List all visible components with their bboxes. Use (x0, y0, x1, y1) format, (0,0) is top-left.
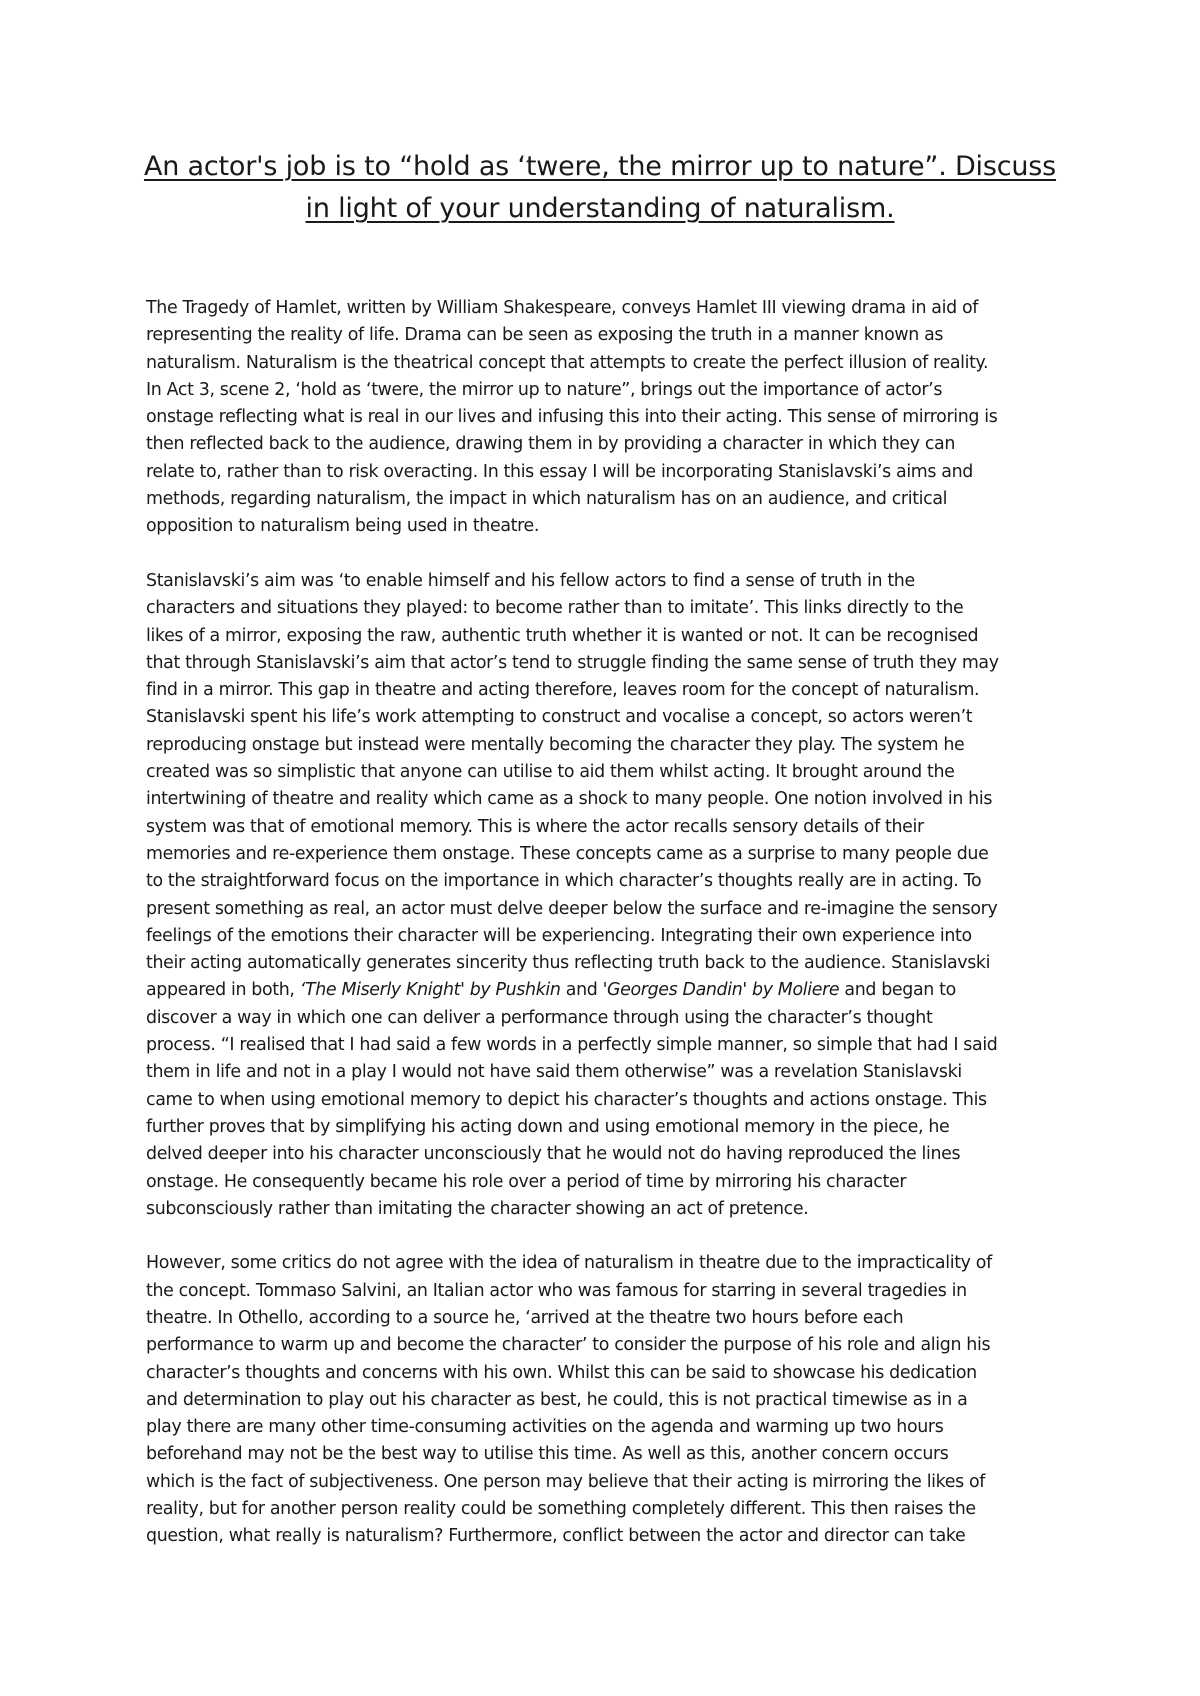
italic-play-title: 'Georges Dandin' by Moliere (602, 980, 840, 1001)
text-line: However, some critics do not agree with the idea of naturalism in theatre due to the impracticality of (146, 1253, 992, 1274)
paragraph-criticism (146, 1250, 1076, 1550)
text-line: intertwining of theatre and reality which came as a shock to many people. One notion involved in his (146, 789, 993, 810)
text-line: character’s thoughts and concerns with his own. Whilst this can be said to showcase his dedication (146, 1362, 977, 1383)
text-line: In Act 3, scene 2, ‘hold as ‘twere, the mirror up to nature”, brings out the importance of actor’s (146, 379, 943, 400)
text-line: that through Stanislavski’s aim that actor’s tend to struggle finding the same sense of truth they may (146, 652, 999, 673)
text-line: the concept. Tommaso Salvini, an Italian actor who was famous for starring in several tragedies in (146, 1280, 967, 1301)
text-line: performance to warm up and become the character’ to consider the purpose of his role and align his (146, 1335, 991, 1356)
text-line: subconsciously rather than imitating the character showing an act of pretence. (146, 1198, 809, 1219)
text-line: reality, but for another person reality could be something completely different. This then raises the (146, 1499, 976, 1520)
text-line: naturalism. Naturalism is the theatrical concept that attempts to create the perfect illusion of reality. (146, 352, 989, 373)
text-line: their acting automatically generates sincerity thus reflecting truth back to the audience. Stanislavski (146, 953, 991, 974)
text-line: and determination to play out his character as best, he could, this is not practical timewise as in a (146, 1389, 968, 1410)
text-line: further proves that by simplifying his acting down and using emotional memory in the piece, he (146, 1116, 950, 1137)
text-line: likes of a mirror, exposing the raw, authentic truth whether it is wanted or not. It can be recognised (146, 625, 979, 646)
text-line: onstage. He consequently became his role over a period of time by mirroring his character (146, 1171, 907, 1192)
text-line: them in life and not in a play I would not have said them otherwise” was a revelation Stanislavski (146, 1062, 962, 1083)
essay-body (146, 295, 1076, 1578)
text-line: representing the reality of life. Drama can be seen as exposing the truth in a manner known as (146, 325, 944, 346)
text-line: relate to, rather than to risk overacting. In this essay I will be incorporating Stanislavski’s aims and (146, 461, 973, 482)
text-line: system was that of emotional memory. This is where the actor recalls sensory details of their (146, 816, 924, 837)
title-line: An actor's job is to “hold as ‘twere, the mirror up to nature”. Discuss (143, 151, 1057, 182)
text-line: feelings of the emotions their character will be experiencing. Integrating their own experience into (146, 925, 972, 946)
text-line: Stanislavski spent his life’s work attempting to construct and vocalise a concept, so actors weren’t (146, 707, 973, 728)
text-segment: and (560, 980, 603, 1001)
text-line: The Tragedy of Hamlet, written by William Shakespeare, conveys Hamlet III viewing drama in aid of (146, 298, 979, 318)
italic-play-title: ‘The Miserly Knight' by Pushkin (299, 980, 561, 1001)
text-line: which is the fact of subjectiveness. One person may believe that their acting is mirroring the likes of (146, 1471, 986, 1492)
text-segment: appeared in both, (146, 980, 300, 1001)
text-line: process. “I realised that I had said a few words in a perfectly simple manner, so simple that had I said (146, 1035, 998, 1056)
text-line-with-italics (146, 977, 1076, 1004)
text-line: question, what really is naturalism? Furthermore, conflict between the actor and director can take (146, 1526, 966, 1547)
title-line: in light of your understanding of naturalism. (305, 193, 895, 224)
text-line: opposition to naturalism being used in theatre. (146, 516, 540, 537)
text-line: present something as real, an actor must delve deeper below the surface and re-imagine the sensory (146, 898, 998, 919)
text-line: theatre. In Othello, according to a source he, ‘arrived at the theatre two hours before each (146, 1307, 904, 1328)
text-line: characters and situations they played: to become rather than to imitate’. This links directly to the (146, 598, 964, 619)
text-line: came to when using emotional memory to depict his character’s thoughts and actions onstage. This (146, 1089, 987, 1110)
text-line: beforehand may not be the best way to utilise this time. As well as this, another concern occurs (146, 1444, 949, 1465)
text-line: then reflected back to the audience, drawing them in by providing a character in which they can (146, 434, 956, 455)
text-segment: and began to (839, 980, 956, 1001)
text-line: to the straightforward focus on the importance in which character’s thoughts really are in acting. To (146, 871, 982, 892)
paragraph-introduction (146, 295, 1076, 541)
text-line: discover a way in which one can deliver a performance through using the character’s thought (146, 1007, 933, 1028)
text-line: onstage reflecting what is real in our lives and infusing this into their acting. This sense of mirroring is (146, 407, 998, 428)
text-line: created was so simplistic that anyone can utilise to aid them whilst acting. It brought around the (146, 762, 955, 783)
text-line: find in a mirror. This gap in theatre and acting therefore, leaves room for the concept of naturalism. (146, 680, 980, 701)
text-line: methods, regarding naturalism, the impact in which naturalism has on an audience, and critical (146, 489, 948, 510)
paragraph-stanislavski (146, 568, 1076, 1223)
text-line: reproducing onstage but instead were mentally becoming the character they play. The system he (146, 734, 965, 755)
text-line: play there are many other time-consuming activities on the agenda and warming up two hours (146, 1417, 944, 1438)
text-line: Stanislavski’s aim was ‘to enable himself and his fellow actors to find a sense of truth in the (146, 570, 915, 591)
text-line: delved deeper into his character unconsciously that he would not do having reproduced the lines (146, 1144, 961, 1165)
essay-title (120, 146, 1080, 230)
text-line: memories and re-experience them onstage. These concepts came as a surprise to many people due (146, 843, 989, 864)
